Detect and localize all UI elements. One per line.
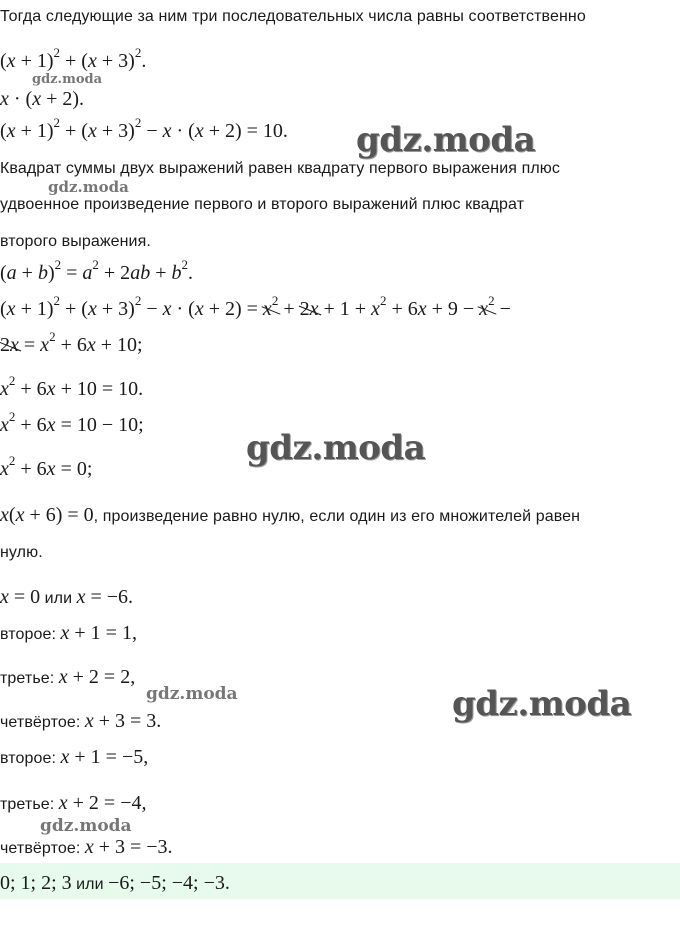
formula-factored: x(x + 6) = 0 [0, 504, 94, 526]
rule-text-line-2: удвоенное произведение первого и второго выражений плюс квадрат [0, 196, 525, 213]
rule-text-line-3: второго выражения. [0, 233, 151, 250]
intro-text: Тогда следующие за ним три последовательных числа равны соответственно [0, 8, 586, 25]
formula-sum-of-squares: $(x + 1)^2 + (x + 3)^2$. [0, 45, 147, 72]
formula-square-of-sum: $(a + b)^2 = a^2 + 2ab + b^2$. [0, 257, 193, 284]
rule-text-line-1: Квадрат суммы двух выражений равен квадрату первого выражения плюс [0, 160, 560, 177]
roots-line: x = 0 или x = −6. [0, 586, 134, 608]
product-text-1: , произведение равно нулю, если один из его множителей равен [93, 508, 581, 525]
formula-step-2: $x^2 + 6x = 10 - 10$; [0, 409, 144, 436]
formula-product: x · (x + 2). [0, 88, 85, 110]
case2-fourth: четвёртое: x + 3 = −3. [0, 836, 173, 858]
formula-expansion-line-2: $2x = x^2 + 6x + 10$; [0, 329, 143, 356]
case1-third: третье: x + 2 = 2, [0, 666, 136, 688]
case1-second: второе: x + 1 = 1, [0, 622, 137, 644]
label-third: третье: [0, 670, 55, 687]
case1-fourth: четвёртое: x + 3 = 3. [0, 710, 162, 732]
formula-step-1: $x^2 + 6x + 10 = 10$. [0, 373, 144, 400]
watermark-small-4: gdz.moda [40, 816, 132, 836]
watermark-small-2: gdz.moda [48, 178, 129, 196]
formula-step-3: $x^2 + 6x = 0$; [0, 453, 93, 480]
case2-second: второе: x + 1 = −5, [0, 746, 149, 768]
watermark-small-3: gdz.moda [146, 684, 238, 704]
product-text-2: нулю. [0, 544, 43, 561]
watermark-big-2: gdz.moda [246, 428, 426, 468]
watermark-big-3: gdz.moda [452, 684, 632, 724]
label-fourth: четвёртое: [0, 714, 81, 731]
label-third-2: третье: [0, 796, 55, 813]
label-second: второе: [0, 626, 57, 643]
answer-line: 0; 1; 2; 3 или −6; −5; −4; −3. [0, 872, 230, 894]
roots-or: или [44, 590, 73, 607]
answer-or: или [76, 876, 104, 893]
label-second-2: второе: [0, 750, 57, 767]
watermark-small-1: gdz.moda [32, 72, 103, 87]
case2-third: третье: x + 2 = −4, [0, 792, 147, 814]
watermark-big-1: gdz.moda [356, 120, 536, 160]
formula-equation: $(x + 1)^2 + (x + 3)^2 - x \cdot (x + 2) = 10$. [0, 115, 288, 142]
factored-line [0, 504, 580, 527]
label-fourth-2: четвёртое: [0, 840, 81, 857]
formula-expansion-line-1: $(x + 1)^2 + (x + 3)^2 - x \cdot (x + 2) = x^2 + 2x + 1 + x^2 + 6x + 9 - x^2$ − [0, 293, 511, 320]
